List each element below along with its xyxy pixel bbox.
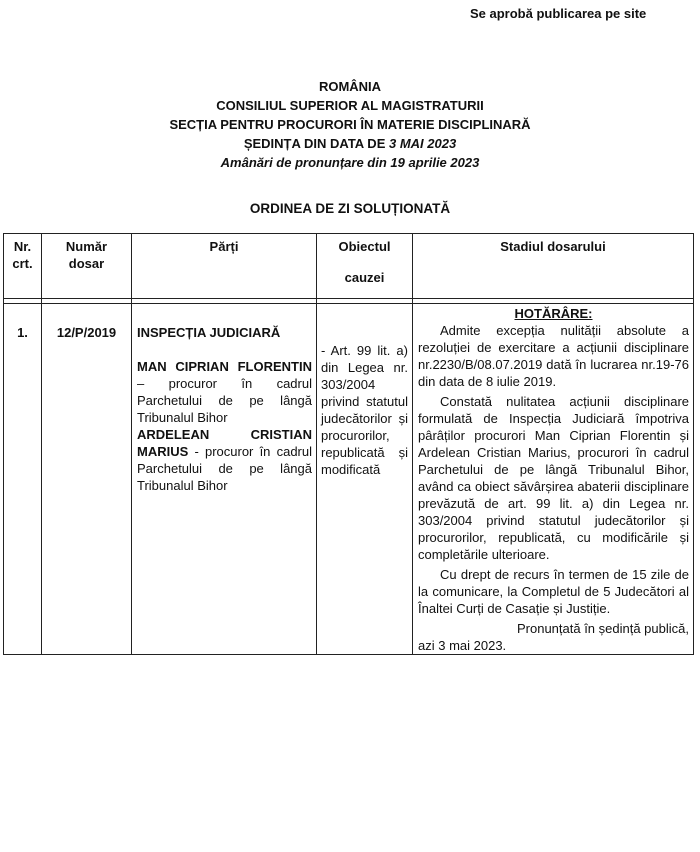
cell-dosar: 12/P/2019: [42, 304, 132, 655]
publication-approval-note: Se aprobă publicarea pe site: [470, 6, 647, 21]
document-header: [0, 77, 700, 172]
col-header-nr: Nr. crt.: [4, 234, 42, 299]
pronouncement-line-2: azi 3 mai 2023.: [418, 638, 507, 653]
col-header-stadiu: Stadiul dosarului: [413, 234, 694, 299]
decision-title: HOTĂRÂRE:: [514, 306, 593, 321]
col-header-parti: Părți: [132, 234, 317, 299]
cell-nr: 1.: [4, 304, 42, 655]
cell-obiect: - Art. 99 lit. a) din Legea nr. 303/2004 privind statutul judecătorilor și procurorilor, republicată și modificată: [317, 304, 413, 655]
agenda-title: ORDINEA DE ZI SOLUȚIONATĂ: [249, 201, 451, 216]
party-inspection: INSPECȚIA JUDICIARĂ: [137, 325, 281, 340]
decision-paragraph-2: Constată nulitatea acțiunii disciplinare formulată de Inspecția Judiciară împotriva pârâților procurori Man Ciprian Florentin și Ardelean Cristian Marius, procurori în cadrul Parchetului de pe lângă Tribunalul Bihor, având ca obiect săvârșirea abaterii disciplinare prevăzută de art. 99 lit. a) din Legea nr. 303/2004 privind statutul judecătorilor și procurorilor, republicată, cu modificările și completările ulterioare.: [418, 394, 689, 562]
header-session-prefix: ȘEDINȚA DIN DATA DE: [243, 136, 389, 151]
cell-stadiu: [413, 304, 694, 655]
decision-pronouncement: [418, 620, 689, 654]
col-header-obiect: Obiectul cauzei: [317, 234, 413, 299]
agenda-table: [3, 233, 694, 655]
col-header-dosar: Număr dosar: [42, 234, 132, 299]
header-postponement: Amânări de pronunțare din 19 aprilie 2023: [220, 155, 480, 170]
party-1-desc: – procuror în cadrul Parchetului de pe lângă Tribunalul Bihor: [137, 376, 312, 425]
decision-paragraph-3: Cu drept de recurs în termen de 15 zile de la comunicare, la Completul de 5 Judecători al Înaltei Curți de Casație și Justiție.: [418, 567, 689, 616]
party-2: [137, 426, 312, 494]
party-2-name: ARDELEAN CRISTIAN MARIUS: [137, 427, 312, 459]
decision-paragraph-1: Admite excepția nulității absolute a rezoluției de exercitare a acțiunii disciplinare nr.2230/B/08.07.2019 dată în lucrarea nr.19-76 din data de 8 iulie 2019.: [418, 323, 689, 389]
header-section: SECȚIA PENTRU PROCURORI ÎN MATERIE DISCIPLINARĂ: [169, 117, 531, 132]
header-session: [0, 134, 700, 153]
pronouncement-line-1: Pronunțată în ședință publică,: [516, 621, 689, 636]
table-header-row: [4, 234, 694, 299]
header-session-date: 3 MAI 2023: [388, 136, 457, 151]
party-1: [137, 358, 312, 426]
cell-parti: [132, 304, 317, 655]
table-row: [4, 304, 694, 655]
party-2-desc: - procuror în cadrul Parchetului de pe lângă Tribunalul Bihor: [137, 444, 312, 493]
header-country: ROMÂNIA: [318, 79, 382, 94]
header-council: CONSILIUL SUPERIOR AL MAGISTRATURII: [216, 98, 484, 113]
party-1-name: MAN CIPRIAN FLORENTIN: [137, 359, 312, 374]
